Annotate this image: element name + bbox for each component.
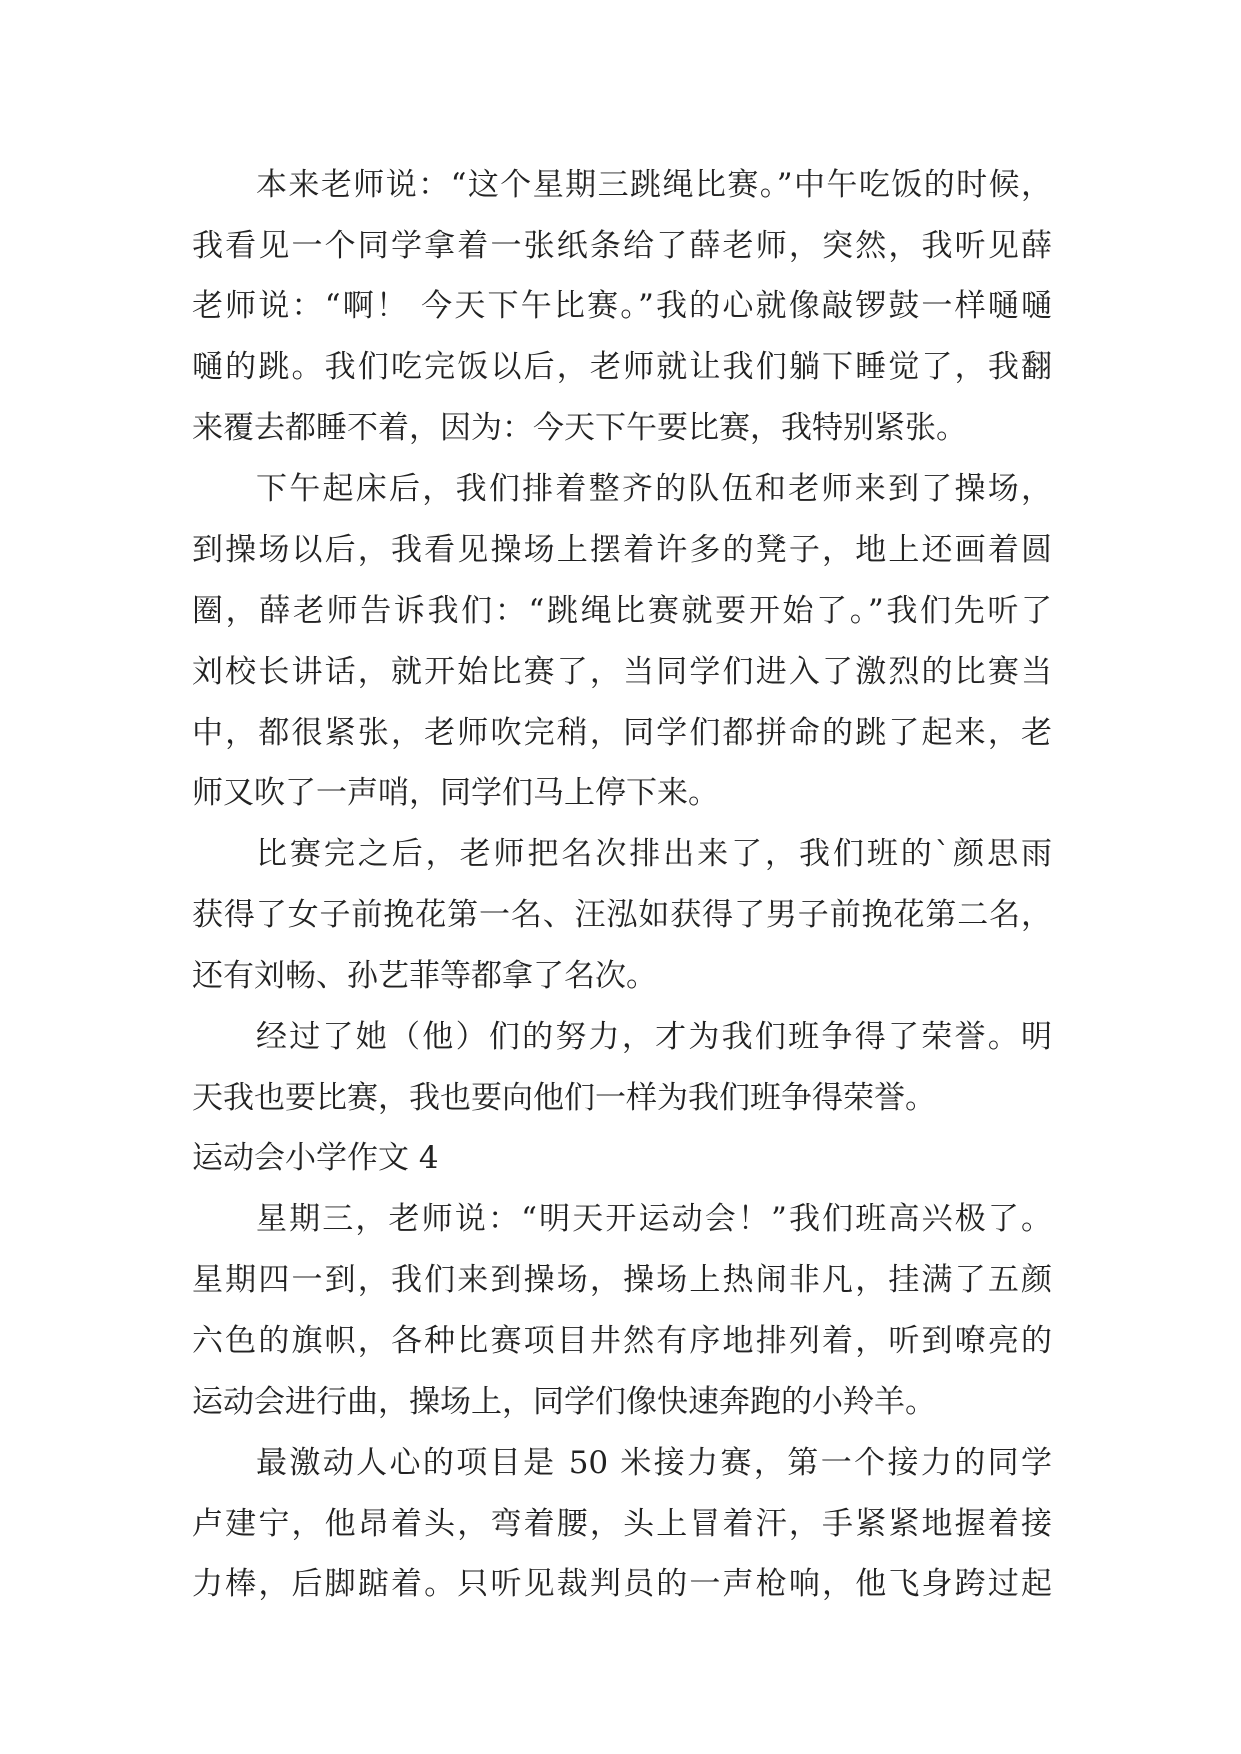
paragraph-3-line-2: 获得了女子前挽花第一名、汪泓如获得了男子前挽花第二名，	[192, 897, 1052, 933]
paragraph-5-line-3: 六色的旗帜，各种比赛项目井然有序地排列着，听到嘹亮的	[192, 1323, 1052, 1359]
paragraph-1-line-2: 我看见一个同学拿着一张纸条给了薛老师，突然，我听见薛	[192, 228, 1052, 264]
paragraph-5-line-4: 运动会进行曲，操场上，同学们像快速奔跑的小羚羊。	[192, 1384, 936, 1420]
paragraph-2-line-1: 下午起床后，我们排着整齐的队伍和老师来到了操场，	[256, 471, 1052, 507]
paragraph-5-line-1: 星期三，老师说：“明天开运动会！”我们班高兴极了。	[256, 1201, 1052, 1237]
paragraph-3-line-3: 还有刘畅、孙艺菲等都拿了名次。	[192, 958, 657, 994]
paragraph-1-line-4: 嗵的跳。我们吃完饭以后，老师就让我们躺下睡觉了，我翻	[192, 349, 1052, 385]
section-heading: 运动会小学作文 4	[192, 1140, 439, 1176]
paragraph-2-line-3: 圈，薛老师告诉我们：“跳绳比赛就要开始了。”我们先听了	[192, 593, 1052, 629]
paragraph-4-line-1: 经过了她（他）们的努力，才为我们班争得了荣誉。明	[256, 1019, 1052, 1055]
paragraph-6-line-3: 力棒，后脚踮着。只听见裁判员的一声枪响，他飞身跨过起	[192, 1566, 1052, 1602]
paragraph-3-line-1: 比赛完之后，老师把名次排出来了，我们班的`颜思雨	[256, 836, 1052, 872]
paragraph-6-line-2: 卢建宁，他昂着头，弯着腰，头上冒着汗，手紧紧地握着接	[192, 1506, 1052, 1542]
paragraph-2-line-4: 刘校长讲话，就开始比赛了，当同学们进入了激烈的比赛当	[192, 654, 1052, 690]
paragraph-1-line-5: 来覆去都睡不着，因为：今天下午要比赛，我特别紧张。	[192, 410, 967, 446]
paragraph-6-line-1: 最激动人心的项目是 50 米接力赛，第一个接力的同学	[256, 1445, 1052, 1481]
paragraph-1-line-3: 老师说：“啊！ 今天下午比赛。”我的心就像敲锣鼓一样嗵嗵	[192, 288, 1052, 324]
paragraph-4-line-2: 天我也要比赛，我也要向他们一样为我们班争得荣誉。	[192, 1080, 936, 1116]
paragraph-5-line-2: 星期四一到，我们来到操场，操场上热闹非凡，挂满了五颜	[192, 1262, 1052, 1298]
paragraph-2-line-2: 到操场以后，我看见操场上摆着许多的凳子，地上还画着圆	[192, 532, 1052, 568]
paragraph-2-line-5: 中，都很紧张，老师吹完稍，同学们都拼命的跳了起来，老	[192, 715, 1052, 751]
paragraph-2-line-6: 师又吹了一声哨，同学们马上停下来。	[192, 775, 719, 811]
paragraph-1-line-1: 本来老师说：“这个星期三跳绳比赛。”中午吃饭的时候，	[256, 167, 1052, 203]
